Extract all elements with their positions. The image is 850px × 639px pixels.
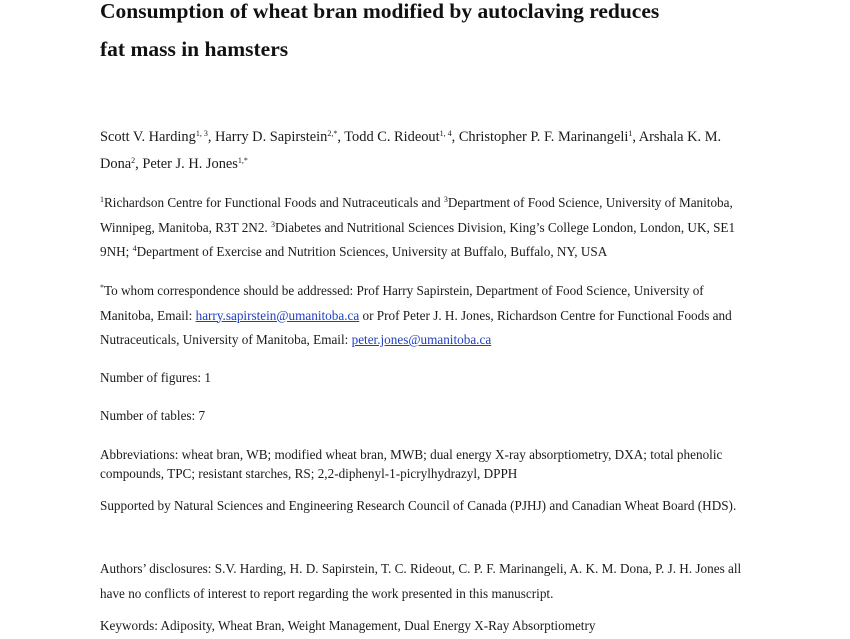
author: Arshala K. M. Dona$^2$, [100, 129, 722, 172]
author: Todd C. Rideout$^{1, 4}$, [344, 129, 459, 145]
author: Peter J. H. Jones$^{1,*}$ [142, 156, 248, 172]
correspondence: *To whom correspondence should be addressed: Prof Harry Sapirstein, Department of Food Science, University of Manitoba, Email: harry.sapirstein@umanitoba.ca or Prof Peter J. H. Jones, Richardson Centre for Functional Foods and Nutraceuticals, University of Manitoba, Email: peter.jones@umanitoba.ca [100, 283, 732, 347]
paper-title [100, 0, 750, 68]
abbreviations: Abbreviations: wheat bran, WB; modified wheat bran, MWB; dual energy X-ray absorptiometry, DXA; total phenolic compounds, TPC; resistant starches, RS; 2,2-diphenyl-1-picrylhydrazyl, DPPH [100, 447, 723, 481]
author: Scott V. Harding$^{1, 3}$, [100, 129, 216, 145]
affiliations: $^1$Richardson Centre for Functional Foods and Nutraceuticals and $^3$Department of Food Science, University of Manitoba, Winnipeg, Manitoba, R3T 2N2. $^3$Diabetes and Nutritional Sciences Division, King’s College London, London, UK, SE1 9NH; $^4$Department of Exercise and Nutrition Sciences, University at Buffalo, Buffalo, NY, USA [100, 195, 736, 259]
email-link-jones[interactable]: peter.jones@umanitoba.ca [351, 332, 492, 347]
number-of-figures: Number of figures: 1 [100, 370, 211, 385]
author-list [100, 124, 750, 178]
author: Harry D. Sapirstein$^{2,*}$, [215, 129, 345, 145]
email-link-sapirstein[interactable]: harry.sapirstein@umanitoba.ca [195, 307, 360, 323]
paper-title-line-2: fat mass in hamsters [100, 37, 289, 61]
author-disclosures: Authors’ disclosures: S.V. Harding, H. D. Sapirstein, T. C. Rideout, C. P. F. Marinangeli, A. K. M. Dona, P. J. H. Jones all have no conflicts of interest to report regarding the work presented in this manuscript. [100, 561, 742, 601]
paper-title-line-1: Consumption of wheat bran modified by autoclaving reduces [100, 0, 660, 23]
keywords: Keywords: Adiposity, Wheat Bran, Weight Management, Dual Energy X-Ray Absorptiometry [100, 618, 596, 633]
number-of-tables: Number of tables: 7 [100, 408, 206, 423]
author: Christopher P. F. Marinangeli$^1$, [458, 129, 639, 145]
funding-statement: Supported by Natural Sciences and Engineering Research Council of Canada (PJHJ) and Canadian Wheat Board (HDS). [100, 498, 737, 513]
